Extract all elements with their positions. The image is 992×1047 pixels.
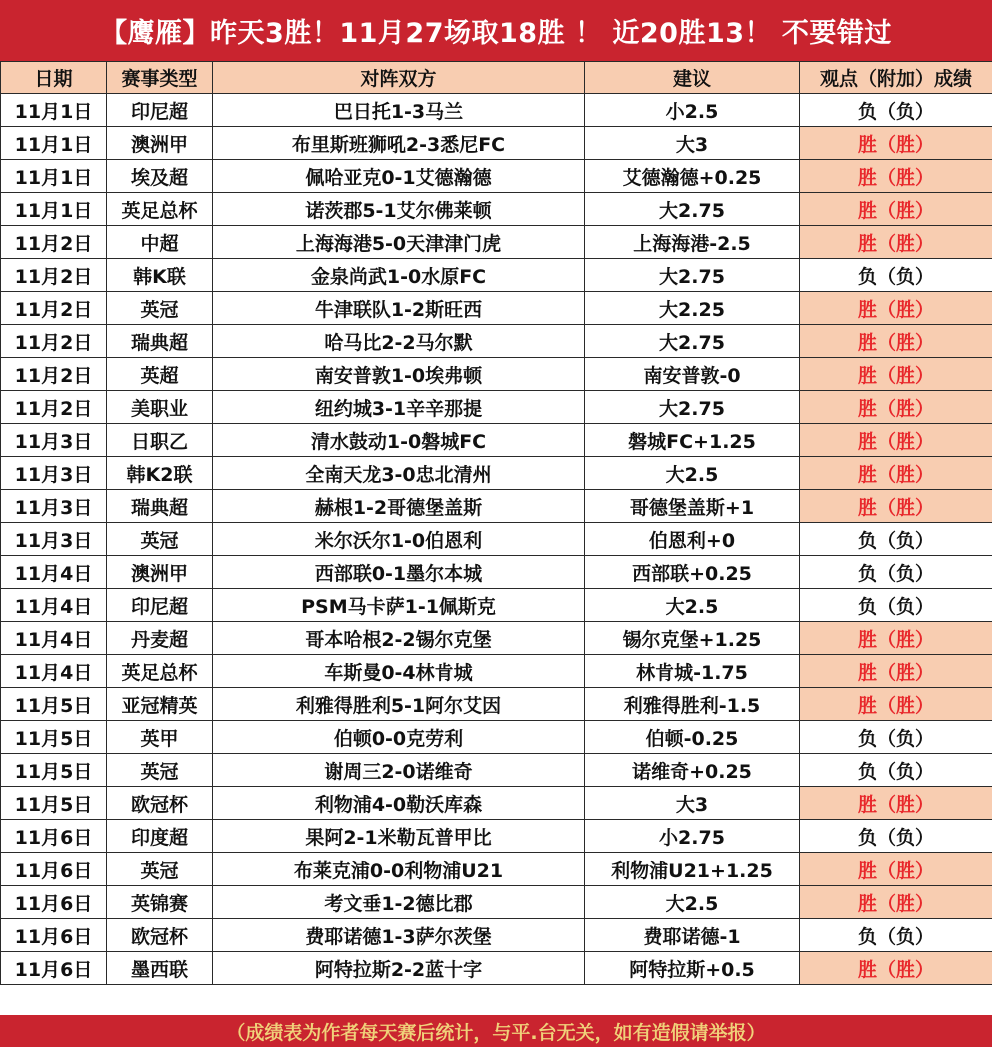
cell-league: 印度超 [107, 820, 213, 853]
cell-match: 米尔沃尔1-0伯恩利 [213, 523, 585, 556]
table-row [1, 523, 992, 556]
cell-tip: 费耶诺德-1 [585, 919, 800, 952]
table-row [1, 391, 992, 424]
table-row [1, 589, 992, 622]
cell-result: 负（负） [800, 556, 992, 589]
cell-result: 胜（胜） [800, 325, 992, 358]
table-row [1, 94, 992, 127]
table-row [1, 193, 992, 226]
cell-league: 美职业 [107, 391, 213, 424]
cell-result: 胜（胜） [800, 160, 992, 193]
cell-result: 胜（胜） [800, 226, 992, 259]
cell-tip: 大2.5 [585, 589, 800, 622]
cell-result: 负（负） [800, 754, 992, 787]
cell-result: 胜（胜） [800, 391, 992, 424]
cell-date: 11月1日 [1, 127, 107, 160]
cell-match: 考文垂1-2德比郡 [213, 886, 585, 919]
cell-tip: 大2.75 [585, 259, 800, 292]
cell-result: 胜（胜） [800, 292, 992, 325]
cell-league: 英足总杯 [107, 193, 213, 226]
cell-match: 谢周三2-0诺维奇 [213, 754, 585, 787]
column-header-match: 对阵双方 [213, 62, 585, 94]
cell-date: 11月6日 [1, 820, 107, 853]
cell-result: 负（负） [800, 820, 992, 853]
cell-match: 巴日托1-3马兰 [213, 94, 585, 127]
cell-match: 赫根1-2哥德堡盖斯 [213, 490, 585, 523]
cell-date: 11月5日 [1, 787, 107, 820]
table-row [1, 787, 992, 820]
cell-tip: 大2.5 [585, 457, 800, 490]
cell-league: 埃及超 [107, 160, 213, 193]
table-row [1, 721, 992, 754]
cell-date: 11月4日 [1, 655, 107, 688]
cell-tip: 上海海港-2.5 [585, 226, 800, 259]
cell-date: 11月3日 [1, 457, 107, 490]
cell-match: 费耶诺德1-3萨尔茨堡 [213, 919, 585, 952]
cell-match: 车斯曼0-4林肯城 [213, 655, 585, 688]
cell-result: 负（负） [800, 721, 992, 754]
cell-tip: 南安普敦-0 [585, 358, 800, 391]
table-row [1, 952, 992, 985]
table-row [1, 490, 992, 523]
cell-match: 南安普敦1-0埃弗顿 [213, 358, 585, 391]
cell-tip: 小2.5 [585, 94, 800, 127]
cell-result: 胜（胜） [800, 952, 992, 985]
cell-result: 胜（胜） [800, 193, 992, 226]
table-header-row [1, 62, 992, 94]
cell-date: 11月4日 [1, 589, 107, 622]
cell-match: 布里斯班狮吼2-3悉尼FC [213, 127, 585, 160]
cell-result: 负（负） [800, 523, 992, 556]
cell-date: 11月2日 [1, 358, 107, 391]
cell-league: 亚冠精英 [107, 688, 213, 721]
cell-date: 11月4日 [1, 556, 107, 589]
table-row [1, 919, 992, 952]
cell-result: 胜（胜） [800, 787, 992, 820]
table-body [1, 94, 992, 985]
cell-match: 全南天龙3-0忠北清州 [213, 457, 585, 490]
cell-result: 负（负） [800, 259, 992, 292]
cell-tip: 大3 [585, 787, 800, 820]
cell-match: 哈马比2-2马尔默 [213, 325, 585, 358]
cell-date: 11月2日 [1, 292, 107, 325]
cell-result: 胜（胜） [800, 655, 992, 688]
cell-match: 清水鼓动1-0磐城FC [213, 424, 585, 457]
cell-date: 11月5日 [1, 688, 107, 721]
table-row [1, 688, 992, 721]
cell-date: 11月6日 [1, 952, 107, 985]
cell-league: 英冠 [107, 754, 213, 787]
cell-date: 11月1日 [1, 193, 107, 226]
cell-tip: 伯恩利+0 [585, 523, 800, 556]
footer-note: （成绩表为作者每天赛后统计，与平.台无关，如有造假请举报） [0, 1015, 992, 1047]
cell-tip: 利雅得胜利-1.5 [585, 688, 800, 721]
cell-date: 11月1日 [1, 94, 107, 127]
cell-date: 11月6日 [1, 853, 107, 886]
cell-match: 西部联0-1墨尔本城 [213, 556, 585, 589]
cell-date: 11月3日 [1, 424, 107, 457]
cell-match: 诺茨郡5-1艾尔佛莱顿 [213, 193, 585, 226]
table-row [1, 292, 992, 325]
cell-tip: 阿特拉斯+0.5 [585, 952, 800, 985]
cell-match: 伯顿0-0克劳利 [213, 721, 585, 754]
cell-match: 利雅得胜利5-1阿尔艾因 [213, 688, 585, 721]
cell-league: 瑞典超 [107, 325, 213, 358]
cell-result: 胜（胜） [800, 358, 992, 391]
cell-match: 上海海港5-0天津津门虎 [213, 226, 585, 259]
cell-tip: 大2.25 [585, 292, 800, 325]
cell-league: 韩K2联 [107, 457, 213, 490]
cell-match: 阿特拉斯2-2蓝十字 [213, 952, 585, 985]
column-header-league: 赛事类型 [107, 62, 213, 94]
cell-result: 胜（胜） [800, 424, 992, 457]
cell-league: 英冠 [107, 853, 213, 886]
cell-tip: 大2.75 [585, 325, 800, 358]
cell-tip: 西部联+0.25 [585, 556, 800, 589]
table-row [1, 259, 992, 292]
cell-date: 11月5日 [1, 754, 107, 787]
cell-date: 11月5日 [1, 721, 107, 754]
page-title: 【鹰雁】昨天3胜！11月27场取18胜 ！ 近20胜13！ 不要错过 [0, 0, 992, 61]
cell-league: 印尼超 [107, 589, 213, 622]
cell-match: 哥本哈根2-2锡尔克堡 [213, 622, 585, 655]
cell-match: 金泉尚武1-0水原FC [213, 259, 585, 292]
column-header-tip: 建议 [585, 62, 800, 94]
cell-date: 11月4日 [1, 622, 107, 655]
cell-tip: 大2.75 [585, 193, 800, 226]
cell-date: 11月3日 [1, 490, 107, 523]
cell-result: 负（负） [800, 589, 992, 622]
cell-league: 韩K联 [107, 259, 213, 292]
cell-league: 印尼超 [107, 94, 213, 127]
cell-result: 胜（胜） [800, 886, 992, 919]
cell-tip: 伯顿-0.25 [585, 721, 800, 754]
cell-tip: 大3 [585, 127, 800, 160]
table-row [1, 160, 992, 193]
cell-match: 佩哈亚克0-1艾德瀚德 [213, 160, 585, 193]
cell-match: PSM马卡萨1-1佩斯克 [213, 589, 585, 622]
cell-league: 澳洲甲 [107, 127, 213, 160]
cell-tip: 大2.5 [585, 886, 800, 919]
cell-date: 11月2日 [1, 226, 107, 259]
cell-league: 日职乙 [107, 424, 213, 457]
cell-result: 负（负） [800, 94, 992, 127]
cell-date: 11月2日 [1, 259, 107, 292]
table-row [1, 556, 992, 589]
cell-result: 胜（胜） [800, 127, 992, 160]
cell-date: 11月3日 [1, 523, 107, 556]
cell-tip: 利物浦U21+1.25 [585, 853, 800, 886]
table-row [1, 358, 992, 391]
cell-result: 胜（胜） [800, 622, 992, 655]
cell-league: 丹麦超 [107, 622, 213, 655]
cell-result: 胜（胜） [800, 853, 992, 886]
cell-result: 胜（胜） [800, 490, 992, 523]
table-row [1, 655, 992, 688]
cell-date: 11月6日 [1, 886, 107, 919]
cell-tip: 锡尔克堡+1.25 [585, 622, 800, 655]
cell-league: 英锦赛 [107, 886, 213, 919]
table-row [1, 457, 992, 490]
cell-league: 英足总杯 [107, 655, 213, 688]
table-row [1, 820, 992, 853]
table-row [1, 853, 992, 886]
results-table [0, 61, 992, 985]
cell-league: 欧冠杯 [107, 787, 213, 820]
cell-result: 胜（胜） [800, 688, 992, 721]
cell-league: 英甲 [107, 721, 213, 754]
column-header-result: 观点（附加）成绩 [800, 62, 992, 94]
cell-league: 欧冠杯 [107, 919, 213, 952]
cell-tip: 哥德堡盖斯+1 [585, 490, 800, 523]
table-row [1, 754, 992, 787]
cell-tip: 大2.75 [585, 391, 800, 424]
cell-date: 11月6日 [1, 919, 107, 952]
cell-match: 利物浦4-0勒沃库森 [213, 787, 585, 820]
cell-match: 牛津联队1-2斯旺西 [213, 292, 585, 325]
cell-result: 负（负） [800, 919, 992, 952]
cell-result: 胜（胜） [800, 457, 992, 490]
cell-league: 英冠 [107, 523, 213, 556]
cell-match: 布莱克浦0-0利物浦U21 [213, 853, 585, 886]
cell-match: 纽约城3-1辛辛那提 [213, 391, 585, 424]
cell-tip: 艾德瀚德+0.25 [585, 160, 800, 193]
cell-league: 英超 [107, 358, 213, 391]
column-header-date: 日期 [1, 62, 107, 94]
cell-tip: 诺维奇+0.25 [585, 754, 800, 787]
table-row [1, 622, 992, 655]
cell-league: 瑞典超 [107, 490, 213, 523]
cell-date: 11月2日 [1, 325, 107, 358]
cell-league: 英冠 [107, 292, 213, 325]
cell-tip: 磐城FC+1.25 [585, 424, 800, 457]
cell-league: 墨西联 [107, 952, 213, 985]
table-row [1, 226, 992, 259]
cell-date: 11月1日 [1, 160, 107, 193]
cell-league: 澳洲甲 [107, 556, 213, 589]
cell-tip: 小2.75 [585, 820, 800, 853]
cell-match: 果阿2-1米勒瓦普甲比 [213, 820, 585, 853]
cell-league: 中超 [107, 226, 213, 259]
table-row [1, 886, 992, 919]
cell-tip: 林肯城-1.75 [585, 655, 800, 688]
table-row [1, 127, 992, 160]
cell-date: 11月2日 [1, 391, 107, 424]
table-row [1, 424, 992, 457]
table-row [1, 325, 992, 358]
